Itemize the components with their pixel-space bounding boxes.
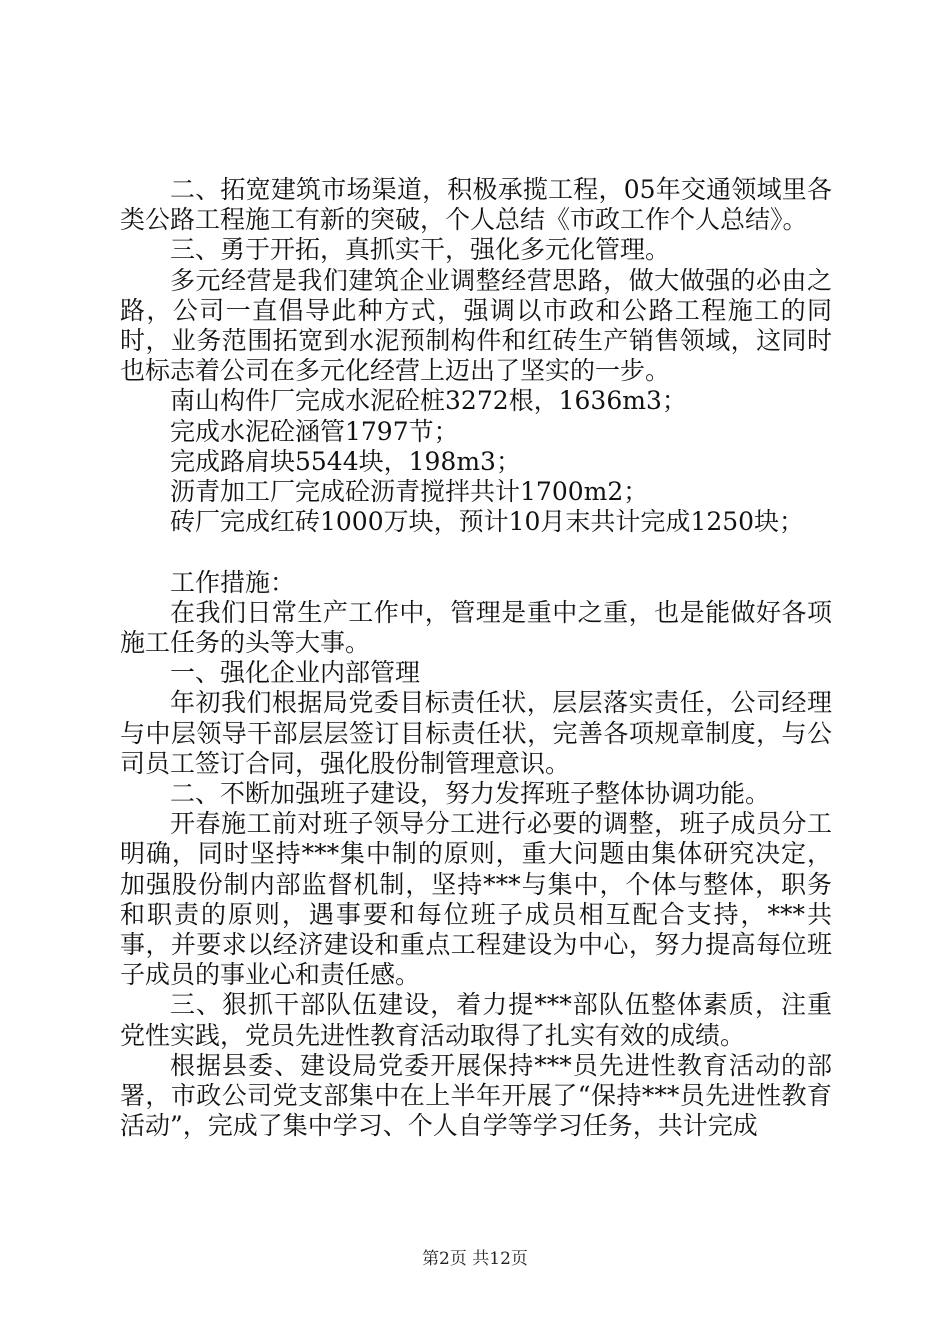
heading-team-building: 二、不断加强班子建设，努力发挥班子整体协调功能。 [170, 779, 771, 809]
output-line-shoulder-blocks: 完成路肩块5544块，198m3； [170, 446, 521, 476]
page-number-footer: 第2页 共12页 [422, 1249, 528, 1269]
paragraph-education-activity: 根据县委、建设局党委开展保持***员先进性教育活动的部署，市政公司党支部集中在上半年开展了“保持***员先进性教育活动”，完成了集中学习、个人自学等学习任务，共计完成 [120, 1050, 832, 1141]
output-line-red-bricks: 砖厂完成红砖1000万块，预计10月末共计完成1250块； [170, 507, 805, 537]
output-line-asphalt: 沥青加工厂完成砼沥青搅拌共计1700m2； [170, 477, 649, 507]
heading-work-measures: 工作措施： [170, 567, 296, 597]
document-body [120, 175, 832, 1141]
output-line-nanshan-piles: 南山构件厂完成水泥砼桩3272根，1636m3； [170, 386, 687, 416]
output-line-culvert-pipes: 完成水泥砼涵管1797节； [170, 416, 459, 446]
paragraph-responsibility-targets: 年初我们根据局党委目标责任状，层层落实责任，公司经理与中层领导干部层层签订目标责任状，完善各项规章制度，与公司员工签订合同，强化股份制管理意识。 [120, 688, 832, 778]
heading-diversified-management: 三、勇于开拓，真抓实干，强化多元化管理。 [170, 235, 671, 265]
blank-line [120, 537, 832, 567]
paragraph-team-adjustment: 开春施工前对班子领导分工进行必要的调整，班子成员分工明确，同时坚持***集中制的原则，重大问题由集体研究决定，加强股份制内部监督机制，坚持***与集中，个体与整体，职务和职责的原则，遇事要和每位班子成员相互配合支持，***共事，并要求以经济建设和重点工程建设为中心，努力提高每位班子成员的事业心和责任感。 [120, 809, 832, 990]
heading-cadre-building: 三、狠抓干部队伍建设，着力提***部队伍整体素质，注重党性实践，党员先进性教育活动取得了扎实有效的成绩。 [120, 990, 832, 1050]
paragraph-management-priority: 在我们日常生产工作中，管理是重中之重，也是能做好各项施工任务的头等大事。 [120, 597, 832, 658]
paragraph-diversified-operations: 多元经营是我们建筑企业调整经营思路，做大做强的必由之路，公司一直倡导此种方式，强调以市政和公路工程施工的同时，业务范围拓宽到水泥预制构件和红砖生产销售领域，这同时也标志着公司在多元化经营上迈出了坚实的一步。 [120, 265, 832, 386]
heading-internal-management: 一、强化企业内部管理 [170, 658, 421, 688]
paragraph-market-expansion: 二、拓宽建筑市场渠道，积极承揽工程，05年交通领域里各类公路工程施工有新的突破，个人总结《市政工作个人总结》。 [120, 175, 832, 235]
